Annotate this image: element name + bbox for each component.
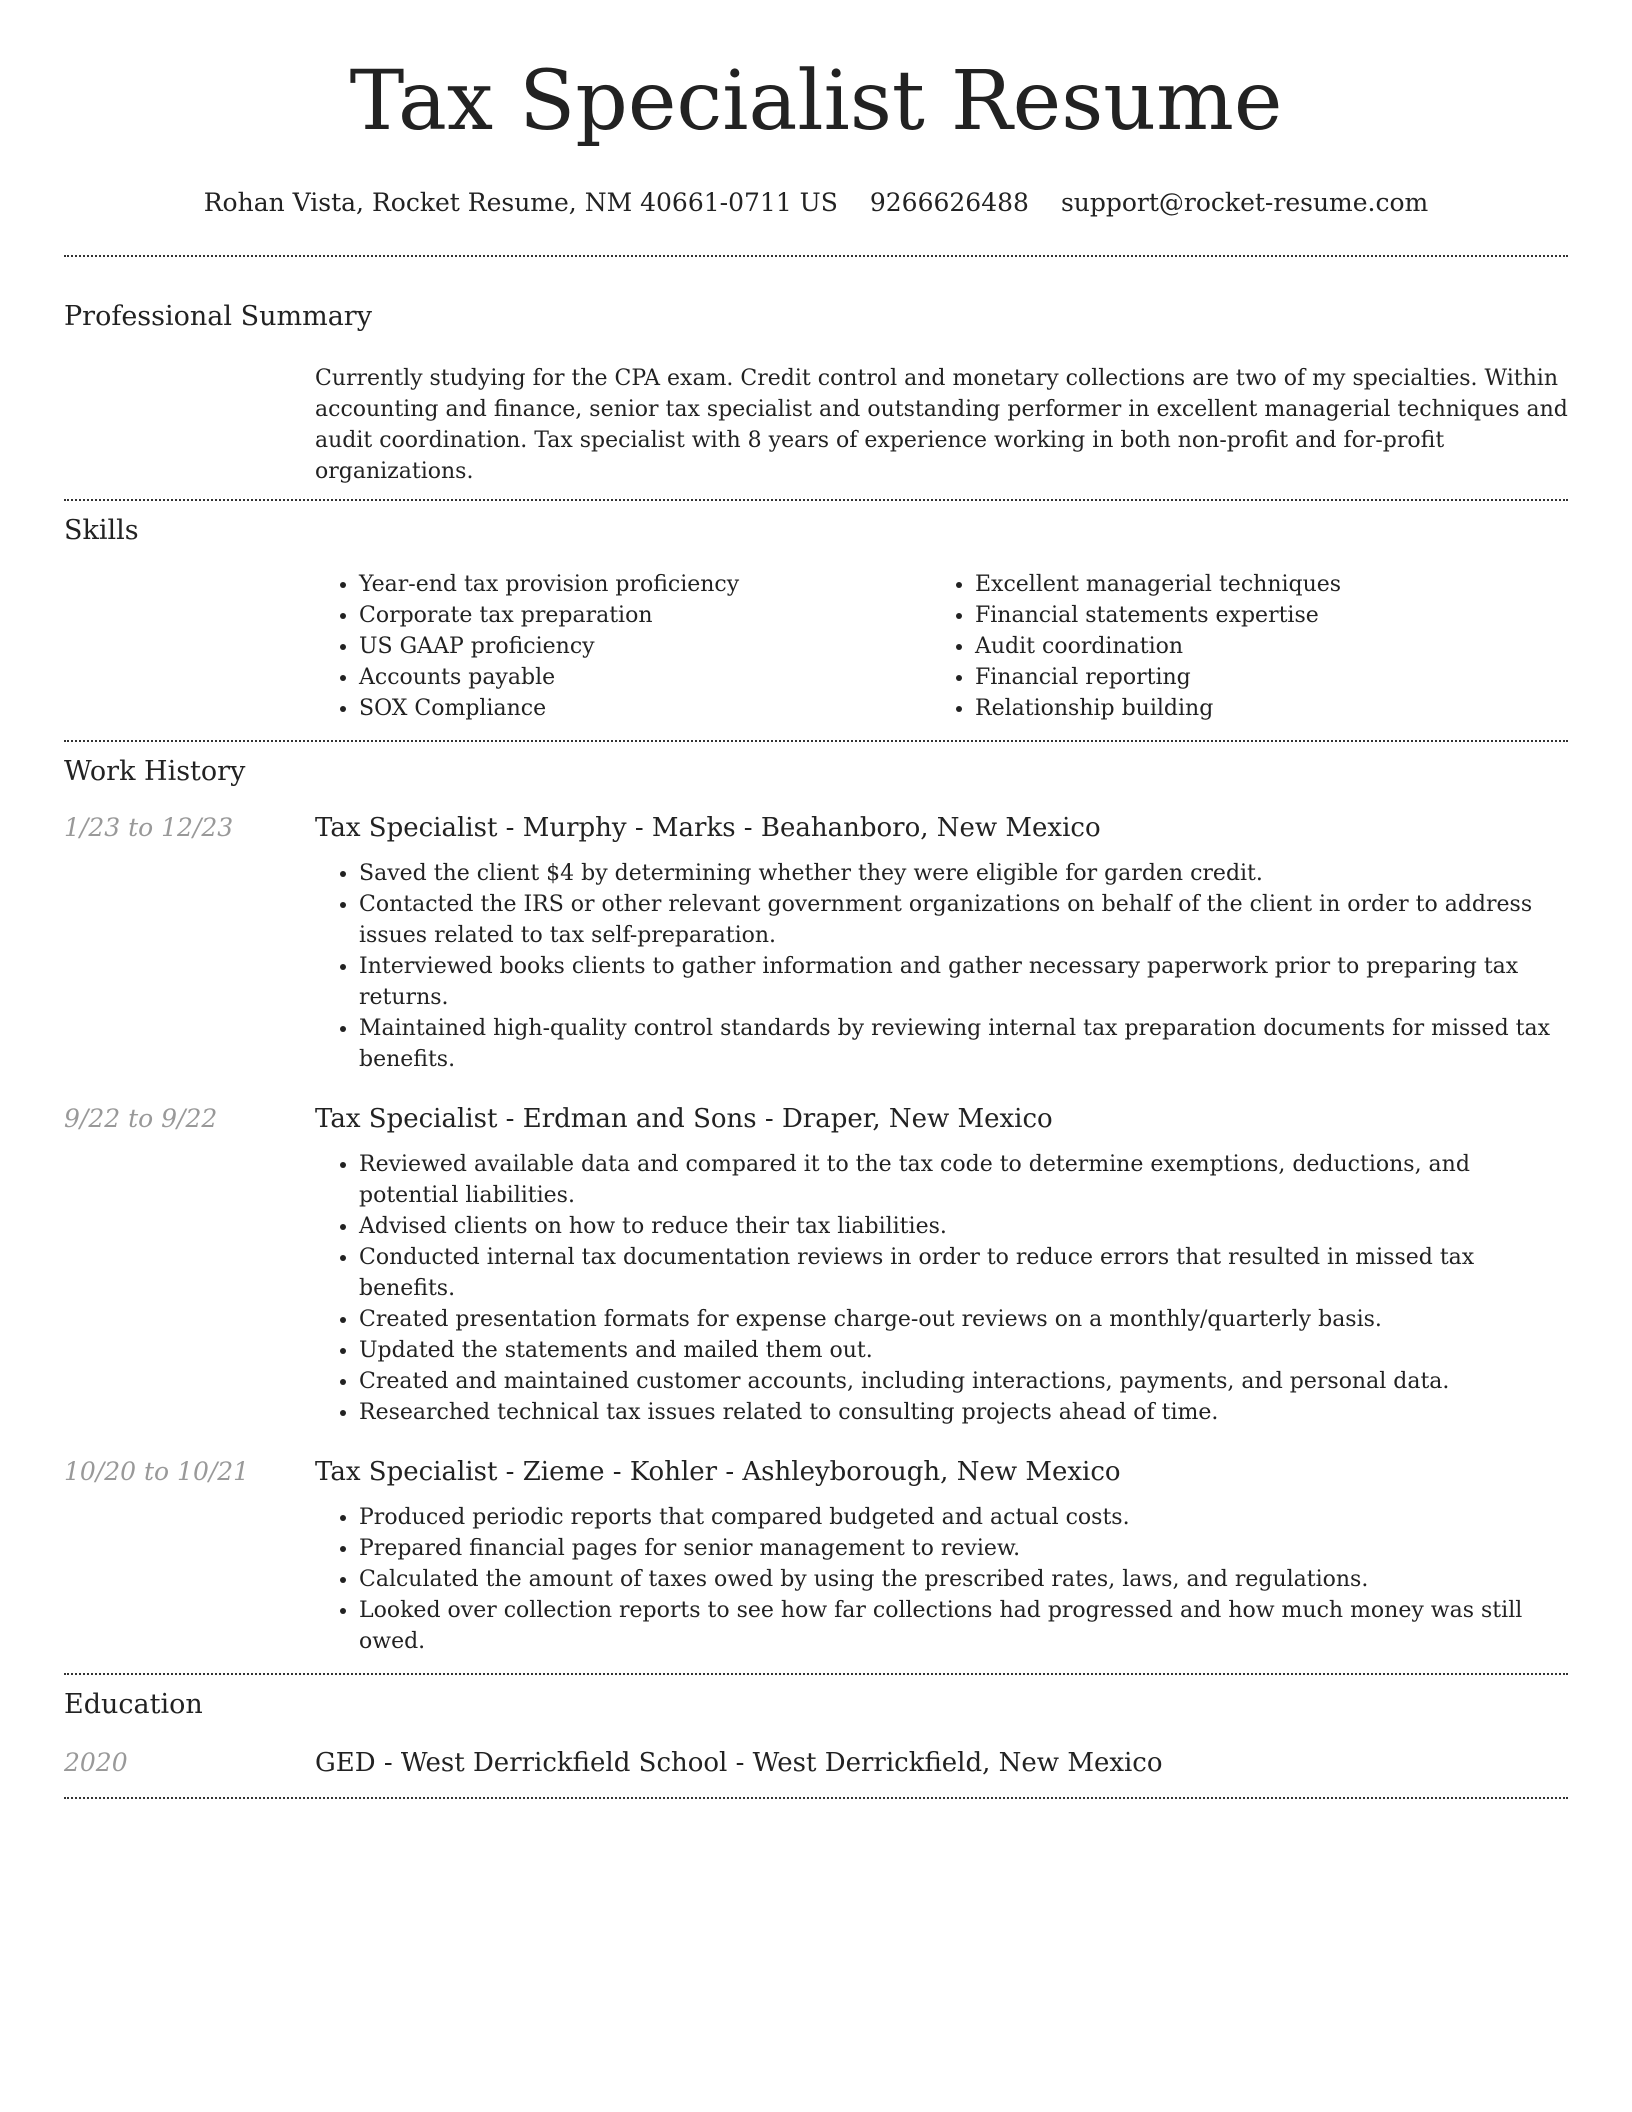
job-bullet: • Prepared financial pages for senior management to review. <box>359 1533 1568 1564</box>
job-dates: 9/22 to 9/22 <box>64 1104 218 1133</box>
job-title: Tax Specialist - Erdman and Sons - Draper, New Mexico <box>315 1104 1053 1134</box>
contact-email: support@rocket-resume.com <box>1060 188 1429 217</box>
job-bullet: • Looked over collection reports to see how far collections had progressed and how much money was still owed. <box>359 1595 1568 1657</box>
contact-address: Rohan Vista, Rocket Resume, NM 40661-0711 US <box>203 188 838 217</box>
job-bullet: • Advised clients on how to reduce their tax liabilities. <box>359 1211 1568 1242</box>
job-bullet: • Produced periodic reports that compared budgeted and actual costs. <box>359 1502 1568 1533</box>
skill-item: • Corporate tax preparation <box>359 600 931 631</box>
job-dates: 1/23 to 12/23 <box>64 813 234 842</box>
skill-item: • Relationship building <box>975 693 1531 724</box>
education-year: 2020 <box>64 1748 128 1777</box>
summary-text: Currently studying for the CPA exam. Credit control and monetary collections are two of my specialties. Within accounting and finance, senior tax specialist and outstanding performer in excellent managerial techniques and audit coordination. Tax specialist with 8 years of experience working in both non-profit and for-profit organizations. <box>315 366 1568 484</box>
job-bullets <box>315 858 1568 1075</box>
job-bullet: • Conducted internal tax documentation reviews in order to reduce errors that resulted in missed tax benefits. <box>359 1242 1568 1304</box>
skill-item: • Accounts payable <box>359 662 931 693</box>
job-bullet: • Interviewed books clients to gather information and gather necessary paperwork prior to preparing tax returns. <box>359 951 1568 1013</box>
skill-item: • Financial reporting <box>975 662 1531 693</box>
education-section <box>0 1675 1632 1781</box>
contact-phone: 9266626488 <box>869 188 1029 217</box>
resume-header <box>0 0 1632 217</box>
job-bullet: • Researched technical tax issues related to consulting projects ahead of time. <box>359 1397 1568 1428</box>
job-title: Tax Specialist - Murphy - Marks - Beahanboro, New Mexico <box>315 813 1101 843</box>
contact-line <box>0 188 1632 217</box>
skill-item: • Financial statements expertise <box>975 600 1531 631</box>
job-bullet: • Maintained high-quality control standards by reviewing internal tax preparation documents for missed tax benefits. <box>359 1013 1568 1075</box>
job-details <box>315 1101 1568 1428</box>
job-bullet: • Created presentation formats for expense charge-out reviews on a monthly/quarterly basis. <box>359 1304 1568 1335</box>
section-heading: Education <box>64 1689 203 1720</box>
skills-list-left <box>315 569 931 724</box>
job-bullets <box>315 1149 1568 1428</box>
skill-item: • Excellent managerial techniques <box>975 569 1531 600</box>
job-bullet: • Updated the statements and mailed them out. <box>359 1335 1568 1366</box>
section-heading: Work History <box>64 756 246 787</box>
skills-list-right <box>931 569 1531 724</box>
work-history-section <box>0 742 1632 1657</box>
section-divider <box>64 255 1568 257</box>
section-heading: Professional Summary <box>64 301 372 332</box>
section-heading: Skills <box>64 515 139 546</box>
job-bullets <box>315 1502 1568 1657</box>
job-dates: 10/20 to 10/21 <box>64 1457 250 1486</box>
job-bullet: • Reviewed available data and compared it to the tax code to determine exemptions, deductions, and potential liabilities. <box>359 1149 1568 1211</box>
job-bullet: • Calculated the amount of taxes owed by using the prescribed rates, laws, and regulations. <box>359 1564 1568 1595</box>
resume-title: Tax Specialist Resume <box>349 54 1283 149</box>
job-title: Tax Specialist - Zieme - Kohler - Ashleyborough, New Mexico <box>315 1457 1121 1487</box>
job-entry <box>64 1101 1568 1428</box>
skills-grid <box>315 569 1568 724</box>
job-bullet: • Saved the client $4 by determining whether they were eligible for garden credit. <box>359 858 1568 889</box>
skill-item: • SOX Compliance <box>359 693 931 724</box>
job-details <box>315 1454 1568 1657</box>
professional-summary-section <box>0 299 1632 487</box>
job-entry <box>64 810 1568 1075</box>
section-divider <box>64 1797 1568 1799</box>
education-entry <box>64 1745 1568 1781</box>
skill-item: • Year-end tax provision proficiency <box>359 569 931 600</box>
job-entry <box>64 1454 1568 1657</box>
skill-item: • Audit coordination <box>975 631 1531 662</box>
job-details <box>315 810 1568 1075</box>
job-bullet: • Created and maintained customer accounts, including interactions, payments, and personal data. <box>359 1366 1568 1397</box>
skill-item: • US GAAP proficiency <box>359 631 931 662</box>
education-detail: GED - West Derrickfield School - West Derrickfield, New Mexico <box>315 1748 1163 1778</box>
job-bullet: • Contacted the IRS or other relevant government organizations on behalf of the client in order to address issues related to tax self-preparation. <box>359 889 1568 951</box>
skills-section <box>0 501 1632 724</box>
